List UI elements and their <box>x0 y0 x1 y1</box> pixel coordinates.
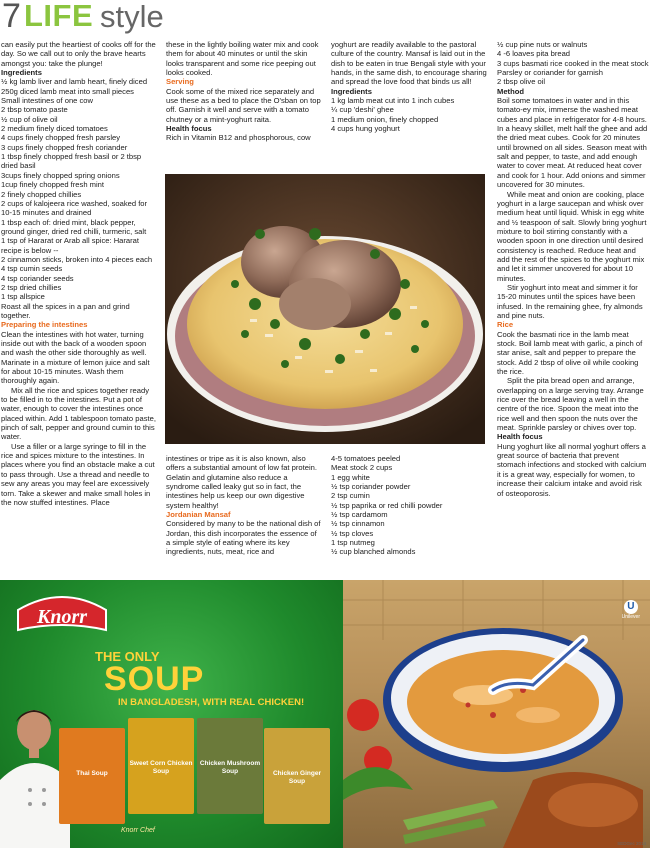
section-heading: Rice <box>497 320 514 330</box>
ad-soup-photo <box>343 580 650 848</box>
body-paragraph: Split the pita bread open and arrange, overlapping on a large serving tray. Arrange rice over the bread leaving a well in the centre of the rice. Spoon the meat into the rice well and then spoon the nuts over the meat. Sprinkle parsley or chives over top. <box>497 376 644 433</box>
body-paragraph: 4 -6 loaves pita bread <box>497 49 571 59</box>
body-paragraph: ½ tsp cardamom <box>331 510 388 520</box>
body-paragraph: 1 kg lamb meat cut into 1 inch cubes <box>331 96 455 106</box>
body-paragraph: 4-5 tomatoes peeled <box>331 454 401 463</box>
body-paragraph: Boil some tomatoes in water and in this tomato-ey mix, immerse the washed meat cubes and place in refrigerator for 4-8 hours. In a heavy skillet, melt half the ghee and add the dried meat cubes. Cook for 20 minutes until browned on all sides. Season meat with salt and pepper, to taste, and add enough water to cover meat. At reduced heat cover and cook for 1 hour. Add onions and simmer uncovered for 30 minutes. <box>497 96 648 190</box>
body-paragraph: Roast all the spices in a pan and grind together. <box>1 301 130 320</box>
body-paragraph: 1 tsp nutmeg <box>331 538 375 548</box>
ad-chef-signature: Knorr Chef <box>121 827 155 834</box>
section-heading: Health focus <box>166 124 212 134</box>
section-heading: Serving <box>166 77 194 87</box>
soup-pack-chicken-ginger: Chicken Ginger Soup <box>264 728 330 824</box>
body-paragraph: Hung yoghurt like all normal yoghurt offers a great source of bacteria that prevent stomach infections and stocked with calcium it is a great way, especially for women, to increase their calcium intake and avoid risk of osteoporosis. <box>497 441 647 498</box>
body-paragraph: 1 egg white <box>331 472 370 482</box>
body-paragraph: 1cup finely chopped fresh mint <box>1 180 104 190</box>
body-paragraph: Stir yoghurt into meat and simmer it for 15-20 minutes until the spices have been infused. In the remaining ghee, fry almonds and pine nuts. <box>497 282 643 320</box>
ad-headline: SOUP <box>104 660 205 698</box>
body-paragraph: 1 tsp of Hararat or Arab all spice: Hararat recipe is below -- <box>1 236 140 255</box>
body-paragraph: ½ tsp cloves <box>331 528 374 538</box>
section-heading: Method <box>497 86 524 96</box>
body-paragraph: 2 tsp dried chillies <box>1 282 62 292</box>
article-column-1 <box>1 40 157 507</box>
article-column-2-lower <box>166 454 322 557</box>
body-paragraph: Use a filler or a large syringe to fill in the rice and spices mixture to the intestines. In places where you find an obstacle make a cut to pass through. Use a thread and needle to sew any areas you may feel are excessively torn. Take a skewer and make small holes in the now stuffed intestines. Place <box>1 441 155 507</box>
body-paragraph: Clean the intestines with hot water, turning inside out with the back of a wooden spoon and wash the other side thoroughly as well. Marinate in a mixture of lemon juice and salt for about 10-15 minutes. Wash them thoroughly again. <box>1 329 150 386</box>
section-heading: Ingredients <box>331 86 372 96</box>
body-paragraph: Cook some of the mixed rice separately and use these as a bed to place the O'sban on top off. Garnish it well and serve with a tomato chutney or a mint-yoghurt raita. <box>166 86 321 124</box>
body-paragraph: 3 cups basmati rice cooked in the meat stock <box>497 58 649 68</box>
mansaf-dish-photo <box>165 174 485 444</box>
body-paragraph: Considered by many to be the national dish of Jordan, this dish incorporates the essence of a simple style of eating where its key ingredients, nuts, meat, rice and <box>166 519 321 557</box>
soup-pack-thai: Thai Soup <box>59 728 125 824</box>
body-paragraph: 2 medium finely diced tomatoes <box>1 124 108 134</box>
section-heading: Jordanian Mansaf <box>166 510 231 520</box>
body-paragraph: 2 tbsp tomato paste <box>1 105 68 115</box>
section-title-life: LIFE <box>24 0 94 33</box>
svg-text:Knorr: Knorr <box>36 606 88 628</box>
section-title-style: style <box>100 0 164 34</box>
body-paragraph: these in the lightly boiling water mix and cook them for about 40 minutes or until the skin looks transparent and some rice peeping out looks cooked. <box>166 40 319 78</box>
body-paragraph: Rich in Vitamin B12 and phosphorous, cow <box>166 133 311 143</box>
body-paragraph: 1 tsp allspice <box>1 292 45 302</box>
body-paragraph: 2 cups of kalojeera rice washed, soaked for 10-15 minutes and drained <box>1 198 148 218</box>
body-paragraph: ½ tsp cinnamon <box>331 519 385 529</box>
body-paragraph: ½ tsp paprika or red chilli powder <box>331 500 443 510</box>
body-paragraph: 4 cups finely chopped fresh parsley <box>1 133 121 143</box>
body-paragraph: Mix all the rice and spices together ready to be filled in to the intestines. Put a pot of water, enough to cover the intestines once placed within. Add 1 tablespoon tomato paste, pinch of salt, pepper and ground cumin to this water. <box>1 385 156 442</box>
body-paragraph: intestines or tripe as it is also known, also offers a substantial amount of low fat protein. Gelatin and glutamine also reduce a syndrome called leaky gut so in fact, the intestines help us keep our own digestive system healthy! <box>166 454 317 510</box>
body-paragraph: Parsley or coriander for garnish <box>497 68 603 78</box>
article-column-3 <box>331 40 487 133</box>
body-paragraph: 4 tsp cumin seeds <box>1 264 63 274</box>
body-paragraph: 4 tsp coriander seeds <box>1 273 74 283</box>
ad-green-panel <box>0 580 343 848</box>
page-number: 7 <box>2 0 21 35</box>
body-paragraph: ½ cup pine nuts or walnuts <box>497 40 588 49</box>
body-paragraph: 3cups finely chopped spring onions <box>1 170 120 180</box>
knorr-logo <box>14 590 110 638</box>
body-paragraph: can easily put the heartiest of cooks off for the day. So we call out to only the brave hearts amongst you: take the plunge! <box>1 40 156 68</box>
body-paragraph: 2 finely chopped chillies <box>1 189 82 199</box>
body-paragraph: ½ tsp coriander powder <box>331 482 411 492</box>
body-paragraph: While meat and onion are cooking, place yoghurt in a large saucepan and whisk over medium heat until liquid. Whisk in egg white and ½ teaspoon of salt. Slowly bring yoghurt mixture to boil stirring constantly with a wooden spoon in one direction until desired consistency is reached. Reduce heat and add the rest of the spices to the yoghurt mix and let it simmer uncovered for about 10 minutes. <box>497 189 647 283</box>
article-column-4 <box>497 40 649 498</box>
unilever-u-icon: U <box>624 600 638 614</box>
body-paragraph: Meat stock 2 cups <box>331 463 393 473</box>
knorr-soup-advertisement[interactable] <box>0 580 650 848</box>
masthead <box>0 0 650 40</box>
section-heading: Preparing the intestines <box>1 320 88 330</box>
body-paragraph: 4 cups hung yoghurt <box>331 124 400 134</box>
body-paragraph: 1 tbsp each of: dried mint, black pepper, ground ginger, dried red chilli, turmeric, salt <box>1 217 147 236</box>
soup-pack-chicken-mushroom: Chicken Mushroom Soup <box>197 718 263 814</box>
section-heading: Health focus <box>497 432 543 442</box>
body-paragraph: ¼ cup 'deshi' ghee <box>331 105 394 115</box>
body-paragraph: 2 cinnamon sticks, broken into 4 pieces each <box>1 254 153 264</box>
soup-pack-sweet-corn: Sweet Corn Chicken Soup <box>128 718 194 814</box>
ad-date-note: SEDGec 2014 <box>617 841 646 846</box>
body-paragraph: 2 tsp cumin <box>331 491 370 501</box>
ad-the-only: THE ONLY <box>95 649 160 664</box>
ad-subline: IN BANGLADESH, WITH REAL CHICKEN! <box>118 697 305 708</box>
body-paragraph: Small intestines of one cow <box>1 96 94 106</box>
body-paragraph: 1 medium onion, finely chopped <box>331 114 439 124</box>
article-column-3-lower <box>331 454 487 557</box>
body-paragraph: yoghurt are readily available to the pastoral culture of the country. Mansaf is laid out in the dish to be eaten in true Bengali style with your hands, in the same dish, to encourage sharing and spread the love food that binds us all! <box>331 40 487 87</box>
body-paragraph: ½ cup blanched almonds <box>331 547 416 557</box>
section-heading: Ingredients <box>1 68 42 78</box>
body-paragraph: ½ cup of olive oil <box>1 114 58 124</box>
body-paragraph: 3 cups finely chopped fresh coriander <box>1 142 128 152</box>
unilever-logo: U Unilever <box>621 601 640 620</box>
body-paragraph: 1 tbsp finely chopped fresh basil or 2 tbsp dried basil <box>1 152 142 171</box>
body-paragraph: 2 tbsp olive oil <box>497 77 546 87</box>
article-column-2 <box>166 40 322 143</box>
body-paragraph: 250g diced lamb meat into small pieces <box>1 86 134 96</box>
body-paragraph: ½ kg lamb liver and lamb heart, finely diced <box>1 77 148 87</box>
body-paragraph: Cook the basmati rice in the lamb meat stock. Boil lamb meat with garlic, a pinch of star anise, salt and pepper to prepare the stock. Add 2 tbsp of olive oil while cooking the rice. <box>497 329 643 377</box>
